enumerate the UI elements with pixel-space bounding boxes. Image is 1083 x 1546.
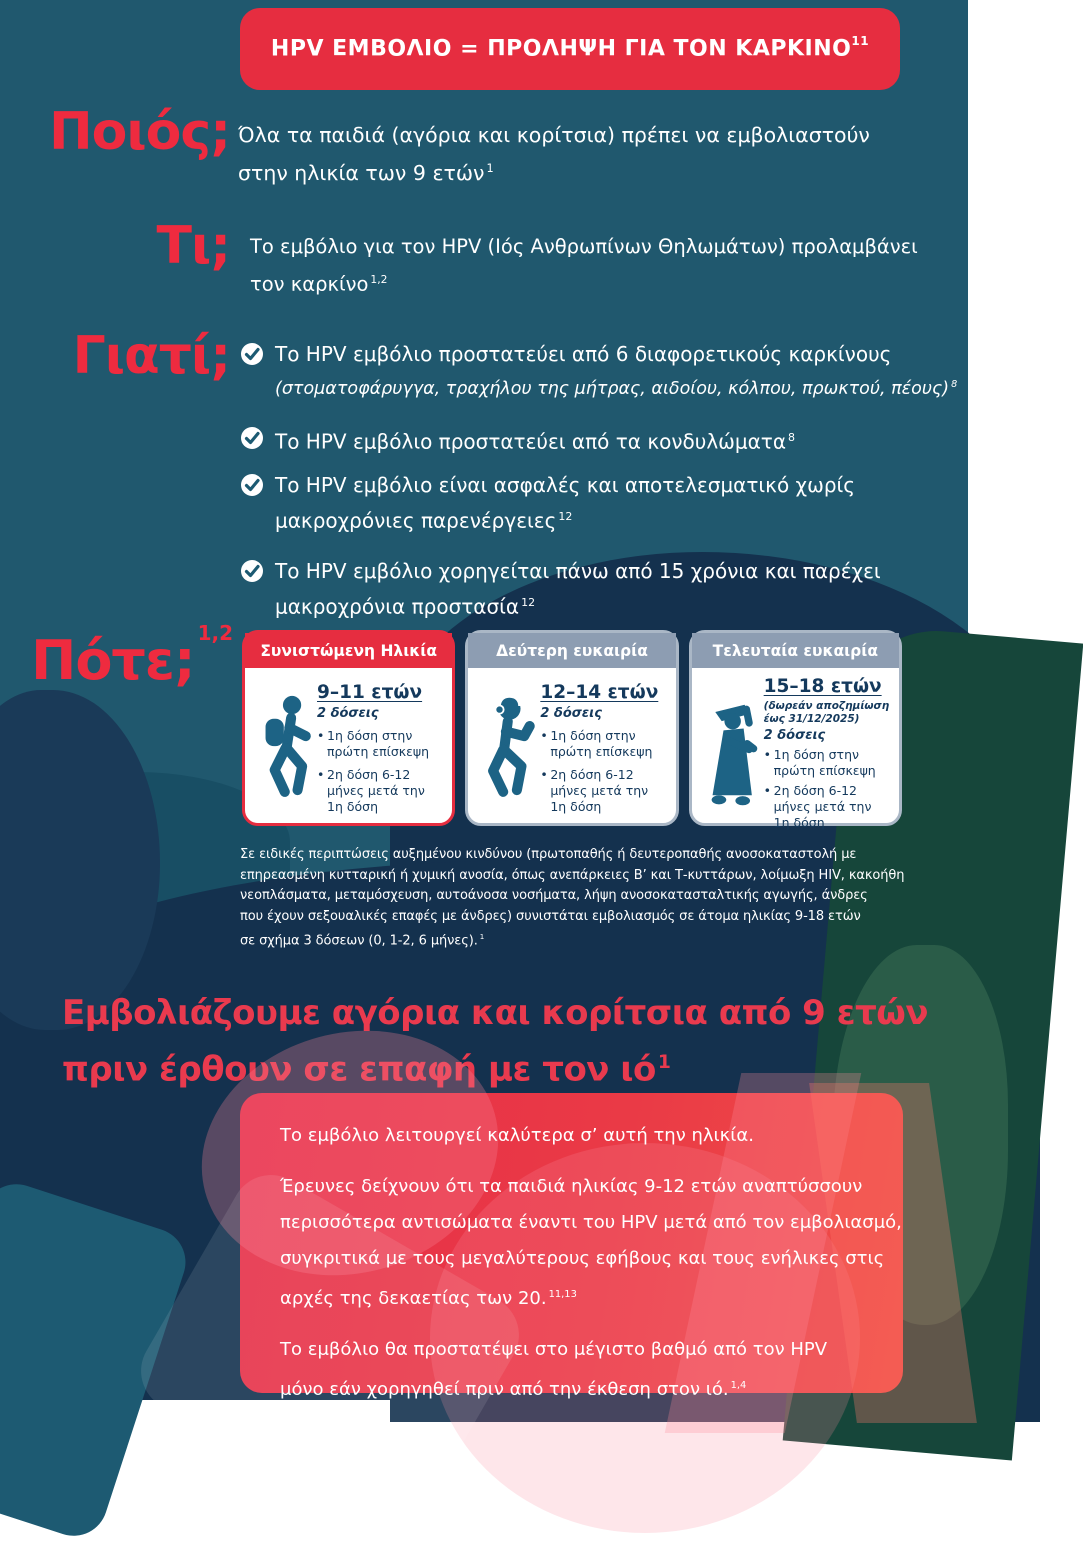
card-reimbursement-note: (δωρεάν αποζημίωση έως 31/12/2025) <box>763 700 890 726</box>
high-risk-note: Σε ειδικές περιπτώσεις αυξημένου κινδύνου (πρωτοπαθής ή δευτεροπαθής ανοσοκαταστολή με επηρεασμένη κυτταρική ή χυμική ανοσία, όπως ανεπάρκειες Β’ και Τ-κυττάρων, λοίμωξη HIV, κακοήθη νεοπλάσματα, μεταμόσχευση, αυτοάνοσα νοσήματα, λήψη ανοσοκατασταλτικής αγωγής, άνδρες που έχουν σεξουαλικές επαφές με άνδρες) συνιστάται εμβολιασμός σε άτομα ηλικίας 9-18 ετών σε σχήμα 3 δόσεων (0, 1-2, 6 μήνες). $^1$ <box>240 847 905 949</box>
info-box <box>240 1093 903 1400</box>
card-doses: 2 δόσεις <box>317 706 379 721</box>
why-bullet: Το HPV εμβόλιο προστατεύει από 6 διαφορετικούς καρκίνους (στοματοφάρυγγα, τραχήλου της μήτρας, αιδοίου, κόλπου, πρωκτού, πέους) $^8$ <box>240 338 950 404</box>
banner-title: HPV ΕΜΒΟΛΙΟ = ΠΡΟΛΗΨΗ ΓΙΑ ΤΟΝ ΚΑΡΚΙΝΟ$^{11}$ <box>270 34 870 62</box>
why-heading: Γιατί; <box>72 326 230 386</box>
card-dose-item: • 2η δόση 6-12 μήνες μετά την 1η δόση <box>540 767 667 815</box>
title-banner <box>240 8 900 90</box>
why-bullet: Το HPV εμβόλιο χορηγείται πάνω από 15 χρόνια και παρέχει μακροχρόνια προστασία $^{12}$ <box>240 555 950 623</box>
when-cards-row <box>242 630 902 831</box>
card-header: Συνιστώμενη Ηλικία <box>245 633 452 668</box>
card-age-range: 12–14 ετών <box>540 682 659 703</box>
infobox-paragraph-2: Έρευνες δείχνουν ότι τα παιδιά ηλικίας 9-12 ετών αναπτύσσουν περισσότερα αντισώματα έναντι του HPV μετά από τον εμβολιασμό, συγκριτικά με τους μεγαλύτερους εφήβους και τους ενήλικες στις αρχές της δεκαετίας των 20. $^{11,13}$ <box>280 1176 902 1309</box>
card-age-range: 15–18 ετών <box>763 676 882 697</box>
what-text: Το εμβόλιο για τον HPV (Ιός Ανθρωπίνων Θηλωμάτων) προλαμβάνει τον καρκίνο $^{1,2}$ <box>250 235 918 296</box>
teen-headphones-icon <box>470 674 540 822</box>
card-header: Δεύτερη ευκαιρία <box>468 633 675 668</box>
card-dose-item: • 1η δόση στην πρώτη επίσκεψη <box>764 747 891 779</box>
check-circle-icon <box>240 426 264 458</box>
tagline: Εμβολιάζουμε αγόρια και κορίτσια από 9 ετών πριν έρθουν σε επαφή με τον ιό $^1$ <box>62 993 929 1090</box>
why-bullet-list <box>240 338 958 641</box>
check-circle-icon <box>240 559 264 623</box>
card-age-range: 9–11 ετών <box>317 682 423 703</box>
when-card-recommended-age <box>242 630 455 826</box>
when-heading: Πότε; $^{1,2}$ <box>31 621 233 692</box>
card-dose-item: • 1η δόση στην πρώτη επίσκεψη <box>540 728 667 760</box>
when-card-second-chance <box>465 630 678 826</box>
card-dose-item: • 1η δόση στην πρώτη επίσκεψη <box>317 728 444 760</box>
child-backpack-icon <box>247 674 317 822</box>
graduate-icon <box>694 674 764 835</box>
card-dose-item: • 2η δόση 6-12 μήνες μετά την 1η δόση <box>764 783 891 831</box>
why-bullet: Το HPV εμβόλιο είναι ασφαλές και αποτελεσματικό χωρίς μακροχρόνιες παρενέργειες $^{12}$ <box>240 469 950 537</box>
why-bullet: Το HPV εμβόλιο προστατεύει από τα κονδυλώματα $^8$ <box>240 422 950 458</box>
card-doses: 2 δόσεις <box>763 728 826 744</box>
who-heading: Ποιός; <box>49 102 230 162</box>
infobox-paragraph-1: Το εμβόλιο λειτουργεί καλύτερα σ’ αυτή την ηλικία. <box>280 1125 754 1146</box>
when-card-last-chance <box>689 630 902 831</box>
check-circle-icon <box>240 342 264 404</box>
card-doses: 2 δόσεις <box>540 706 602 721</box>
card-dose-item: • 2η δόση 6-12 μήνες μετά την 1η δόση <box>317 767 444 815</box>
card-header: Τελευταία ευκαιρία <box>692 633 899 668</box>
who-text: Όλα τα παιδιά (αγόρια και κορίτσια) πρέπει να εμβολιαστούν στην ηλικία των 9 ετών $^1$ <box>238 123 870 185</box>
check-circle-icon <box>240 473 264 537</box>
infobox-paragraph-3: Το εμβόλιο θα προστατέψει στο μέγιστο βαθμό από τον HPV μόνο εάν χορηγηθεί πριν από την έκθεση στον ιό. $^{1,4}$ <box>280 1339 828 1400</box>
what-heading: Τι; <box>156 216 230 276</box>
